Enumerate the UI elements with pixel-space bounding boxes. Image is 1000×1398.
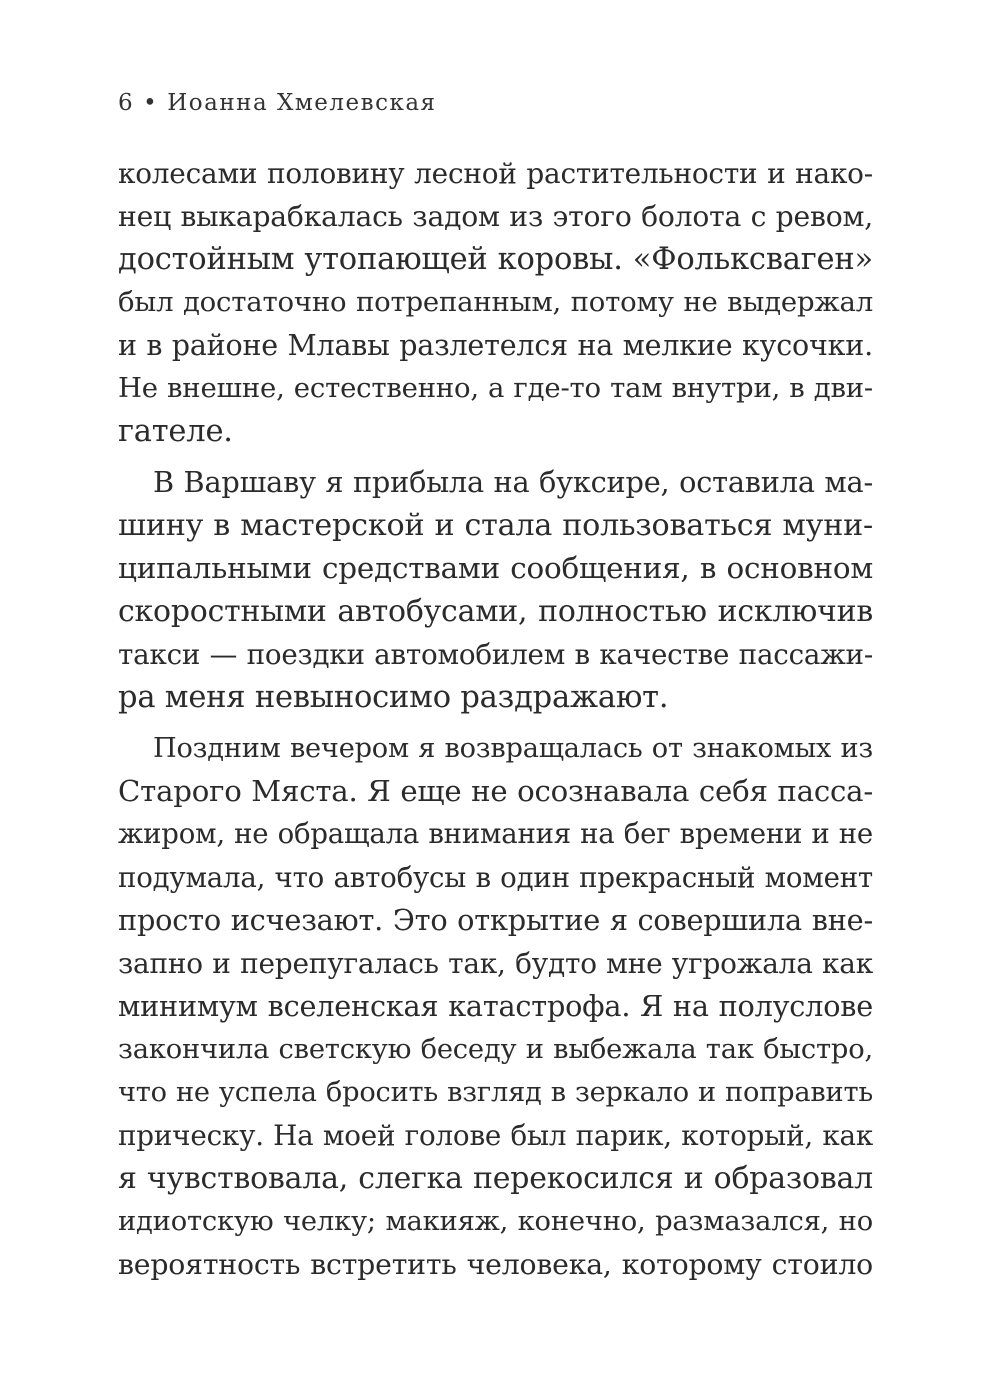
text-line: достойным утопающей коровы. «Фольксваген»: [118, 242, 873, 277]
author-name: Иоанна Хмелевская: [167, 90, 437, 116]
text-line: В Варшаву я прибыла на буксире, оставила ма-: [153, 465, 873, 499]
text-line: прическу. На моей голове был парик, который, как: [118, 1119, 873, 1152]
body-text: [118, 152, 873, 1286]
text-line: Поздним вечером я возвращалась от знакомых из: [153, 733, 873, 764]
text-line: подумала, что автобусы в один прекрасный момент: [118, 861, 873, 894]
header-separator: •: [143, 90, 159, 116]
text-line: скоростными автобусами, полностью исключив: [118, 594, 873, 629]
text-line: был достаточно потрепанным, потому не выдержал: [118, 286, 873, 318]
text-line: колесами половину лесной растительности и нако-: [118, 157, 873, 190]
text-line: Старого Мяста. Я еще не осознавала себя пасса-: [118, 774, 873, 808]
page-number: 6: [118, 90, 135, 116]
text-line: нец выкарабкалась задом из этого болота с ревом,: [118, 200, 873, 233]
text-line: я чувствовала, слегка перекосился и образовал: [118, 1161, 873, 1196]
running-head: [118, 90, 437, 116]
text-line: Не внешне, естественно, а где-то там внутри, в дви-: [118, 372, 873, 404]
text-line: ра меня невыносимо раздражают.: [118, 680, 669, 715]
text-line: жиром, не обращала внимания на бег времени и не: [118, 818, 873, 850]
text-line: вероятность встретить человека, которому стоило: [118, 1248, 873, 1281]
paragraph: [118, 461, 873, 719]
paragraph: [118, 727, 873, 1286]
text-line: закончила светскую беседу и выбежала так быстро,: [118, 1034, 873, 1065]
text-line: запно и перепугалась так, будто мне угрожала как: [118, 947, 873, 980]
text-line: что не успела бросить взгляд в зеркало и поправить: [118, 1077, 873, 1108]
text-line: гателе.: [118, 414, 233, 449]
text-line: просто исчезают. Это открытие я совершила вне-: [118, 903, 873, 937]
text-line: минимум вселенская катастрофа. Я на полуслове: [118, 989, 873, 1023]
text-line: и в районе Млавы разлетелся на мелкие кусочки.: [118, 328, 873, 362]
paragraph: [118, 152, 873, 453]
text-line: шину в мастерской и стала пользоваться муни-: [118, 508, 873, 543]
text-line: такси — поездки автомобилем в качестве пассажи-: [118, 638, 873, 671]
text-line: идиотскую челку; макияж, конечно, размазался, но: [118, 1206, 873, 1237]
text-line: ципальными средствами сообщения, в основном: [118, 551, 873, 585]
